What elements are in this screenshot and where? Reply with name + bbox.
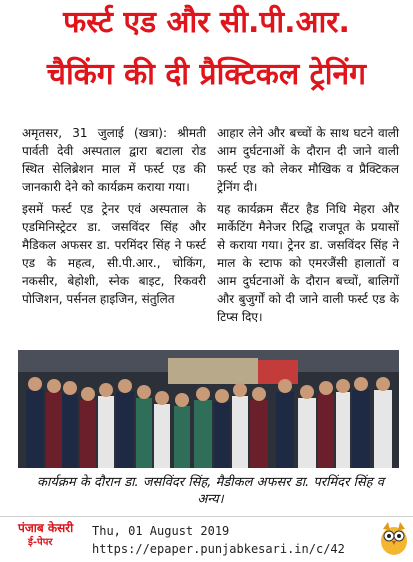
article-right-column <box>217 124 399 330</box>
article-left-column <box>22 124 206 312</box>
article-paragraph: इसमें फर्स्ट एड ट्रेनर एवं अस्पताल के एडमिनिस्ट्रेटर डा. जसविंदर सिंह और मैडिकल अफसर डा. परमिंदर सिंह ने फर्स्ट एड के महत्व, सी.पी.आर., चोकिंग, नकसीर, बेहोशी, स्नेक बाइट, रिकवरी पोजिशन, पर्सनल हाइजिन, संतुलित <box>22 202 206 306</box>
article-paragraph: अमृतसर, 31 जुलाई (खत्रा): श्रीमती पार्वती देवी अस्पताल द्वारा बटाला रोड स्थित सेलिब्रेशन माल में फर्स्ट एड की जानकारी देने को कार्यक्रम कराया गया। <box>22 126 206 194</box>
headline-line-1: फर्स्ट एड और सी.पी.आर. <box>63 5 350 40</box>
edition-info <box>92 522 382 558</box>
publication-logo <box>18 521 84 549</box>
footer-divider <box>0 516 413 517</box>
photo-caption: कार्यक्रम के दौरान डा. जसविंदर सिंह, मैडीकल अफसर डा. परमिंदर सिंह व अन्य। <box>37 475 384 507</box>
edition-date: Thu, 01 August 2019 <box>92 524 230 538</box>
article-paragraph: आहार लेने और बच्चों के साथ घटने वाली आम दुर्घटनाओं के दौरान दी जाने वाली फर्स्ट एड को लेकर मौखिक व प्रैक्टिकल ट्रेनिंग दी। <box>217 126 399 194</box>
logo-subtitle: ई-पेपर <box>28 537 53 548</box>
group-photo <box>18 350 399 468</box>
owl-icon <box>379 520 409 556</box>
headline-line-2: चैकिंग की दी प्रैक्टिकल ट्रेनिंग <box>46 57 367 92</box>
logo-title: पंजाब केसरी <box>18 521 74 535</box>
article-paragraph: यह कार्यक्रम सैंटर हैड निधि मेहरा और मार्केटिंग मैनेजर रिद्धि राजपूत के प्रयासों से कराया गया। ट्रेनर डा. जसविंदर सिंह ने माल के स्टाफ को एमरजैंसी हालातों व आम दुर्घटनाओं के दौरान बच्चों, बालिगों और बुजुर्गों को दी जाने वाली फर्स्ट एड के टिप्स दिए। <box>217 202 399 324</box>
edition-url[interactable]: https://epaper.punjabkesari.in/c/42 <box>92 542 345 556</box>
group-photo-illustration <box>18 350 399 468</box>
